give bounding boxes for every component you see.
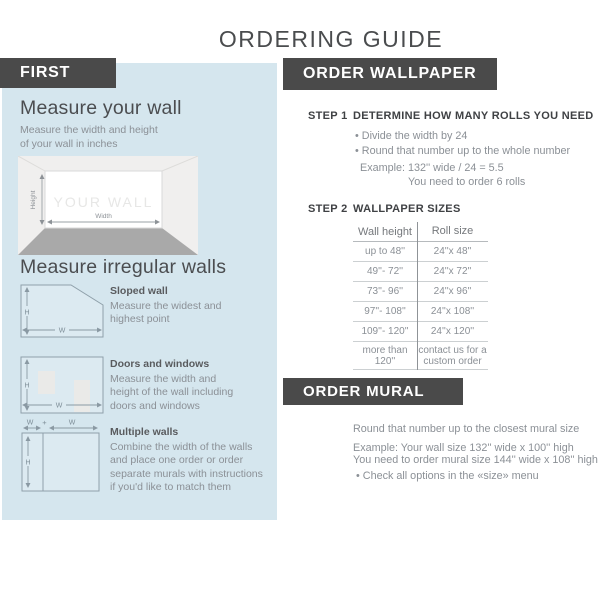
mural-instruction: Round that number up to the closest mural size: [353, 423, 580, 435]
first-tab: FIRST: [0, 58, 116, 88]
table-row: [353, 322, 488, 342]
page-title: ORDERING GUIDE: [218, 26, 444, 52]
description-line: and place one order or order: [110, 454, 244, 467]
table-row: [353, 262, 488, 282]
roll-size-cell: 24''x 96'': [433, 286, 472, 297]
h-label: H: [24, 382, 30, 390]
door-shape: [74, 380, 90, 412]
table-row: [353, 342, 488, 370]
sloped-wall-diagram: [20, 284, 104, 339]
multiple-walls-diagram: [20, 417, 104, 493]
table-row: [353, 282, 488, 302]
roll-size-cell: 24''x 48'': [433, 246, 472, 257]
step1-example-result: You need to order 6 rolls: [408, 176, 526, 188]
table-column-divider: [417, 222, 418, 370]
step1-bullets: [355, 129, 570, 158]
step1-example-value: 132'' wide / 24 = 5.5: [408, 162, 504, 174]
description-line: Measure the widest and: [110, 300, 222, 312]
window-shape: [38, 371, 55, 394]
table-row: [353, 302, 488, 322]
multiple-walls-title: Multiple walls: [110, 426, 179, 438]
wallpaper-size-table: [353, 222, 488, 370]
column-header: Wall height: [357, 225, 412, 238]
w-label: W: [58, 327, 66, 335]
measure-wall-description-line: of your wall in inches: [20, 138, 118, 150]
step1-label: STEP 1: [308, 110, 348, 122]
w2-label: W: [68, 419, 76, 427]
mural-example-line: You need to order mural size 144'' wide x 108'' high: [353, 454, 598, 466]
description-line: if you'd like to match them: [110, 481, 232, 494]
wall-height-cell: 73''- 96'': [367, 286, 403, 297]
description-line: Measure the width and: [110, 373, 217, 385]
doors-windows-diagram: [20, 356, 104, 414]
height-label: Height: [30, 190, 37, 210]
roll-size-cell: 24''x 108'': [430, 306, 475, 317]
mural-example-line: Example: Your wall size 132'' wide x 100'' high: [353, 442, 574, 454]
plus-label: +: [42, 418, 47, 427]
measure-wall-description-line: Measure the width and height: [20, 124, 158, 136]
width-label: Width: [95, 213, 112, 220]
column-header: Roll size: [431, 225, 474, 237]
roll-size-cell: 24''x 72'': [433, 266, 472, 277]
mural-bullet: • Check all options in the «size» menu: [356, 470, 539, 482]
order-mural-tab: ORDER MURAL: [283, 378, 463, 405]
description-line: highest point: [110, 313, 170, 326]
measure-wall-description: [20, 123, 158, 151]
order-wallpaper-tab: ORDER WALLPAPER: [283, 58, 497, 90]
bullet-line: • Round that number up to the whole number: [355, 144, 571, 157]
description-line: separate murals with instructions: [110, 467, 263, 480]
irregular-walls-heading: Measure irregular walls: [20, 256, 227, 278]
multiple-walls-description: [110, 441, 263, 495]
table-header-row: [353, 222, 488, 242]
description-line: doors and windows: [110, 399, 200, 412]
bullet-line: • Divide the width by 24: [355, 130, 468, 142]
step2-label: STEP 2: [308, 203, 348, 215]
roll-size-cell: 24''x 120'': [430, 326, 475, 337]
description-line: Combine the width of the walls: [110, 441, 253, 453]
h-label: H: [25, 459, 31, 467]
wall-height-cell: up to 48'': [365, 246, 405, 257]
doors-windows-title: Doors and windows: [110, 358, 210, 370]
w1-label: W: [26, 419, 34, 427]
wall-height-cell: 109''- 120'': [361, 326, 409, 337]
sloped-wall-title: Sloped wall: [110, 285, 168, 297]
wall-height-cell: 49''- 72'': [367, 266, 403, 277]
measure-wall-heading: Measure your wall: [20, 97, 182, 119]
your-wall-label: YOUR WALL: [53, 194, 154, 210]
table-row: [353, 242, 488, 262]
step1-example-label: Example:: [360, 162, 406, 174]
step1-title: DETERMINE HOW MANY ROLLS YOU NEED: [353, 110, 594, 122]
w-label: W: [55, 402, 63, 410]
wall-height-cell: more than 120'': [362, 344, 408, 367]
sloped-wall-description: [110, 300, 221, 327]
h-label: H: [24, 309, 30, 317]
description-line: height of the wall including: [110, 386, 234, 399]
step2-title: WALLPAPER SIZES: [353, 203, 461, 215]
walls-outline: [22, 433, 99, 491]
roll-size-cell: contact us for a custom order: [418, 344, 487, 367]
room-diagram: [18, 156, 198, 255]
wall-height-cell: 97''- 108'': [364, 306, 406, 317]
doors-windows-description: [110, 373, 233, 413]
